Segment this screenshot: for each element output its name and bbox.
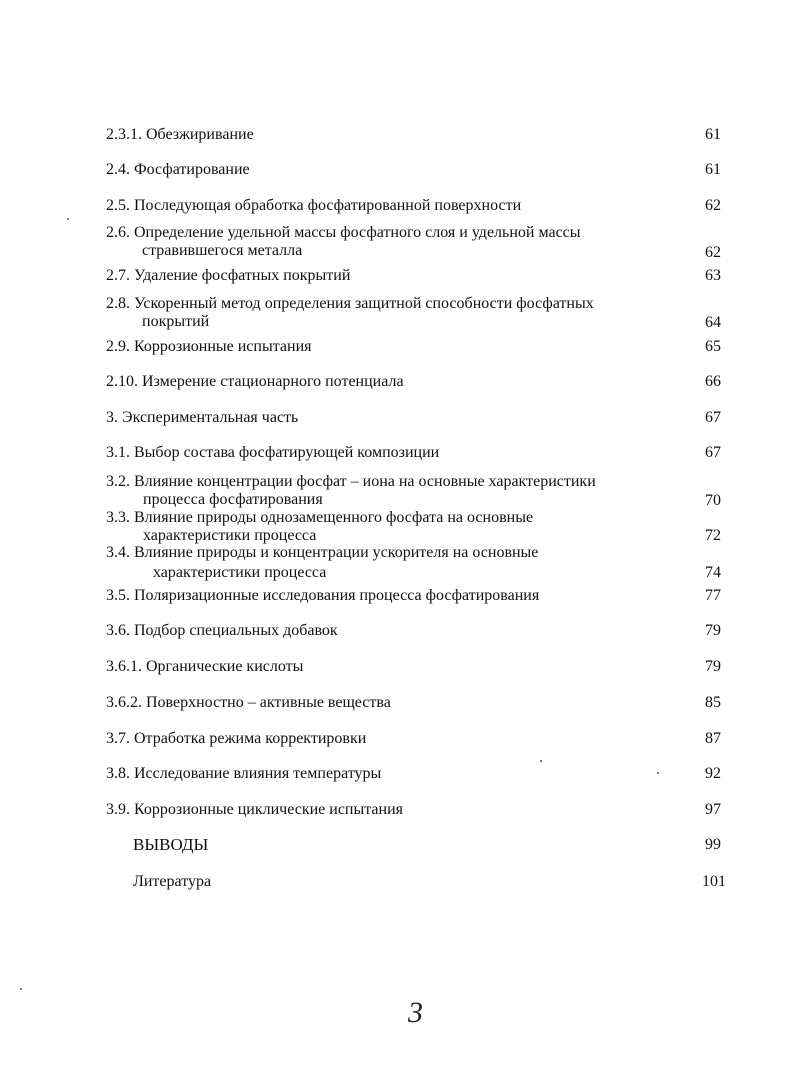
toc-page: 77 bbox=[705, 587, 721, 604]
toc-title: 3.6.1. Органические кислоты bbox=[106, 658, 304, 675]
toc-page: 72 bbox=[705, 527, 721, 544]
toc-page: 62 bbox=[705, 244, 721, 261]
toc-title: 2.10. Измерение стационарного потенциала bbox=[106, 373, 404, 390]
toc-entry bbox=[0, 224, 799, 264]
toc-page: 63 bbox=[705, 267, 721, 284]
toc-page: 65 bbox=[705, 338, 721, 355]
toc-title: 3.3. Влияние природы однозамещенного фосфата на основные bbox=[106, 509, 534, 526]
scan-speck bbox=[540, 760, 542, 762]
toc-title: 2.5. Последующая обработка фосфатированной поверхности bbox=[106, 197, 522, 214]
toc-title: 2.4. Фосфатирование bbox=[106, 161, 250, 178]
toc-title: 3.5. Поляризационные исследования процесса фосфатирования bbox=[106, 587, 540, 604]
toc-page: 79 bbox=[705, 622, 721, 639]
toc-title-continuation: покрытий bbox=[142, 313, 210, 330]
scan-speck bbox=[20, 988, 22, 990]
toc-page: 85 bbox=[705, 694, 721, 711]
toc-page: 99 bbox=[705, 836, 721, 853]
toc-page: 87 bbox=[705, 730, 721, 747]
toc-title: Литература bbox=[133, 873, 212, 890]
toc-page: 62 bbox=[705, 197, 721, 214]
toc-page: 67 bbox=[705, 444, 721, 461]
toc-title: 2.8. Ускоренный метод определения защитной способности фосфатных bbox=[106, 295, 594, 312]
scan-speck bbox=[657, 772, 659, 774]
toc-title: 3.6. Подбор специальных добавок bbox=[106, 622, 338, 639]
toc-page: 97 bbox=[705, 801, 721, 818]
toc-title: 3.7. Отработка режима корректировки bbox=[106, 730, 367, 747]
toc-entry bbox=[0, 473, 799, 513]
toc-title: ВЫВОДЫ bbox=[133, 835, 209, 854]
toc-title: 3.1. Выбор состава фосфатирующей композиции bbox=[106, 444, 440, 461]
toc-entry bbox=[0, 544, 799, 584]
toc-title: 3.4. Влияние природы и концентрации ускорителя на основные bbox=[106, 544, 539, 561]
toc-title-continuation: характеристики процесса bbox=[143, 527, 317, 544]
toc-page: 74 bbox=[705, 564, 721, 581]
toc-page: 61 bbox=[705, 161, 721, 178]
toc-title-continuation: стравившегося металла bbox=[142, 242, 303, 259]
scan-speck bbox=[67, 218, 69, 220]
toc-title: 2.9. Коррозионные испытания bbox=[106, 338, 312, 355]
toc-page: 79 bbox=[705, 658, 721, 675]
toc-title: 2.7. Удаление фосфатных покрытий bbox=[106, 267, 351, 284]
toc-title: 3.9. Коррозионные циклические испытания bbox=[106, 801, 404, 818]
page-number: 3 bbox=[408, 996, 423, 1029]
toc-title-continuation: процесса фосфатирования bbox=[143, 491, 323, 508]
toc-title: 3.8. Исследование влияния температуры bbox=[106, 765, 382, 782]
toc-title: 3.6.2. Поверхностно – активные вещества bbox=[106, 694, 391, 711]
toc-title-continuation: характеристики процесса bbox=[153, 564, 327, 581]
toc-page: 92 bbox=[705, 765, 721, 782]
toc-title: 3. Экспериментальная часть bbox=[106, 409, 299, 426]
toc-page: 67 bbox=[705, 409, 721, 426]
toc-entry bbox=[0, 295, 799, 335]
toc-page: 101 bbox=[702, 873, 726, 890]
toc-entry bbox=[0, 509, 799, 549]
toc-title: 2.3.1. Обезжиривание bbox=[106, 126, 254, 143]
toc-page: 64 bbox=[705, 314, 721, 331]
toc-title: 2.6. Определение удельной массы фосфатного слоя и удельной массы bbox=[106, 224, 581, 241]
toc-page: 61 bbox=[705, 126, 721, 143]
toc-page: 70 bbox=[705, 492, 721, 509]
toc-page: 66 bbox=[705, 373, 721, 390]
toc-title: 3.2. Влияние концентрации фосфат – иона на основные характеристики bbox=[106, 473, 596, 490]
